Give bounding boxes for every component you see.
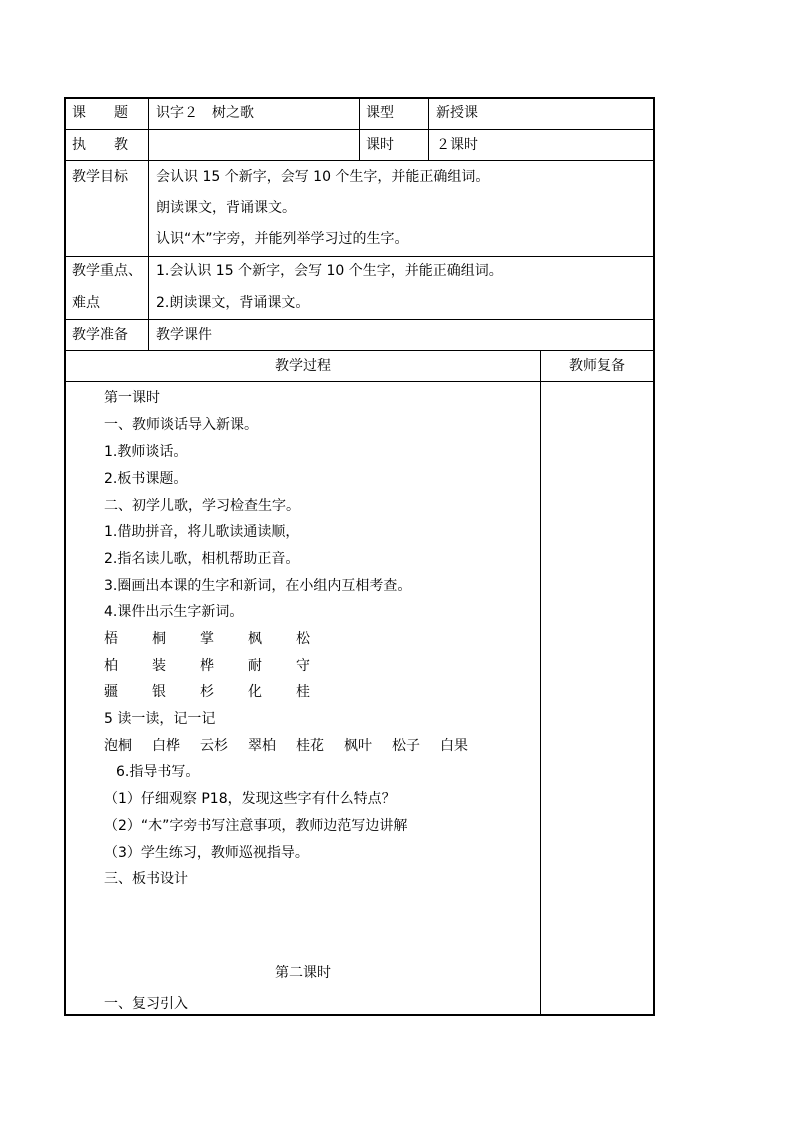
rule-left xyxy=(64,97,66,1016)
key-points-label-2: 难点 xyxy=(72,295,100,311)
process-line-6: 1.借助拼音，将儿歌读通读顺， xyxy=(104,524,300,540)
rule-3 xyxy=(64,256,655,257)
teacher-label: 执 教 xyxy=(72,137,128,153)
rule-4 xyxy=(64,319,655,320)
char-3-4: 化 xyxy=(248,684,262,700)
word-3: 云杉 xyxy=(200,738,228,754)
word-5: 桂花 xyxy=(296,738,324,754)
key-point-line-2: 2.朗读课文，背诵课文。 xyxy=(156,295,310,311)
char-3-3: 杉 xyxy=(200,684,214,700)
rule-5 xyxy=(64,350,655,351)
char-2-2: 装 xyxy=(152,658,166,674)
rule-type-col xyxy=(359,97,360,161)
char-2-4: 耐 xyxy=(248,658,262,674)
char-1-2: 桐 xyxy=(152,631,166,647)
key-points-label-1: 教学重点、 xyxy=(72,263,142,279)
word-8: 白果 xyxy=(440,738,468,754)
char-1-3: 掌 xyxy=(200,631,214,647)
process-line-3: 1.教师谈话。 xyxy=(104,444,188,460)
rule-right xyxy=(653,97,655,1016)
review-intro: 一、复习引入 xyxy=(104,996,188,1012)
topic-value: 识字２ 树之歌 xyxy=(156,105,254,121)
char-1-1: 梧 xyxy=(104,631,118,647)
char-2-5: 守 xyxy=(296,658,310,674)
char-3-2: 银 xyxy=(152,684,166,700)
goal-line-2: 朗读课文，背诵课文。 xyxy=(156,200,296,216)
process-line-7: 2.指名读儿歌，相机帮助正音。 xyxy=(104,551,300,567)
word-6: 枫叶 xyxy=(344,738,372,754)
goals-label: 教学目标 xyxy=(72,169,128,185)
char-2-1: 柏 xyxy=(104,658,118,674)
char-3-5: 桂 xyxy=(296,684,310,700)
process-line-4: 2.板书课题。 xyxy=(104,471,188,487)
process-line-2: 一、教师谈话导入新课。 xyxy=(104,417,258,433)
rule-6 xyxy=(64,381,655,382)
hours-label: 课时 xyxy=(366,137,394,153)
second-lesson-title: 第二课时 xyxy=(275,965,331,981)
word-2: 白桦 xyxy=(152,738,180,754)
process-line-8: 3.圈画出本课的生字和新词，在小组内互相考查。 xyxy=(104,578,412,594)
word-4: 翠柏 xyxy=(248,738,276,754)
rule-label-col xyxy=(148,97,149,351)
process-line-5: 二、初学儿歌，学习检查生字。 xyxy=(104,498,300,514)
board-design: 三、板书设计 xyxy=(104,871,188,887)
step-3: （3）学生练习，教师巡视指导。 xyxy=(104,845,309,861)
prep-value: 教学课件 xyxy=(156,327,212,343)
writing-guide: 6.指导书写。 xyxy=(116,764,200,780)
rule-bottom xyxy=(64,1014,655,1016)
goal-line-1: 会认识 15 个新字，会写 10 个生字，并能正确组词。 xyxy=(156,169,490,185)
char-3-1: 疆 xyxy=(104,684,118,700)
notes-header: 教师复备 xyxy=(569,358,625,374)
rule-type-value-col xyxy=(428,97,429,161)
type-label: 课型 xyxy=(366,105,394,121)
word-7: 松子 xyxy=(392,738,420,754)
word-1: 泡桐 xyxy=(104,738,132,754)
rule-notes-col xyxy=(540,350,541,1016)
process-line-9: 4.课件出示生字新词。 xyxy=(104,604,244,620)
char-1-4: 枫 xyxy=(248,631,262,647)
key-point-line-1: 1.会认识 15 个新字，会写 10 个生字，并能正确组词。 xyxy=(156,263,503,279)
char-2-3: 桦 xyxy=(200,658,214,674)
step-1: （1）仔细观察 P18，发现这些字有什么特点？ xyxy=(104,791,396,807)
read-title: 5 读一读，记一记 xyxy=(104,711,216,727)
process-header: 教学过程 xyxy=(275,358,331,374)
goal-line-3: 认识“木”字旁，并能列举学习过的生字。 xyxy=(156,231,409,247)
step-2: （2）“木”字旁书写注意事项，教师边范写边讲解 xyxy=(104,818,408,834)
topic-label: 课 题 xyxy=(72,105,128,121)
char-1-5: 松 xyxy=(296,631,310,647)
type-value: 新授课 xyxy=(436,105,478,121)
prep-label: 教学准备 xyxy=(72,327,128,343)
hours-value: ２课时 xyxy=(436,137,478,153)
process-line-1: 第一课时 xyxy=(104,390,160,406)
